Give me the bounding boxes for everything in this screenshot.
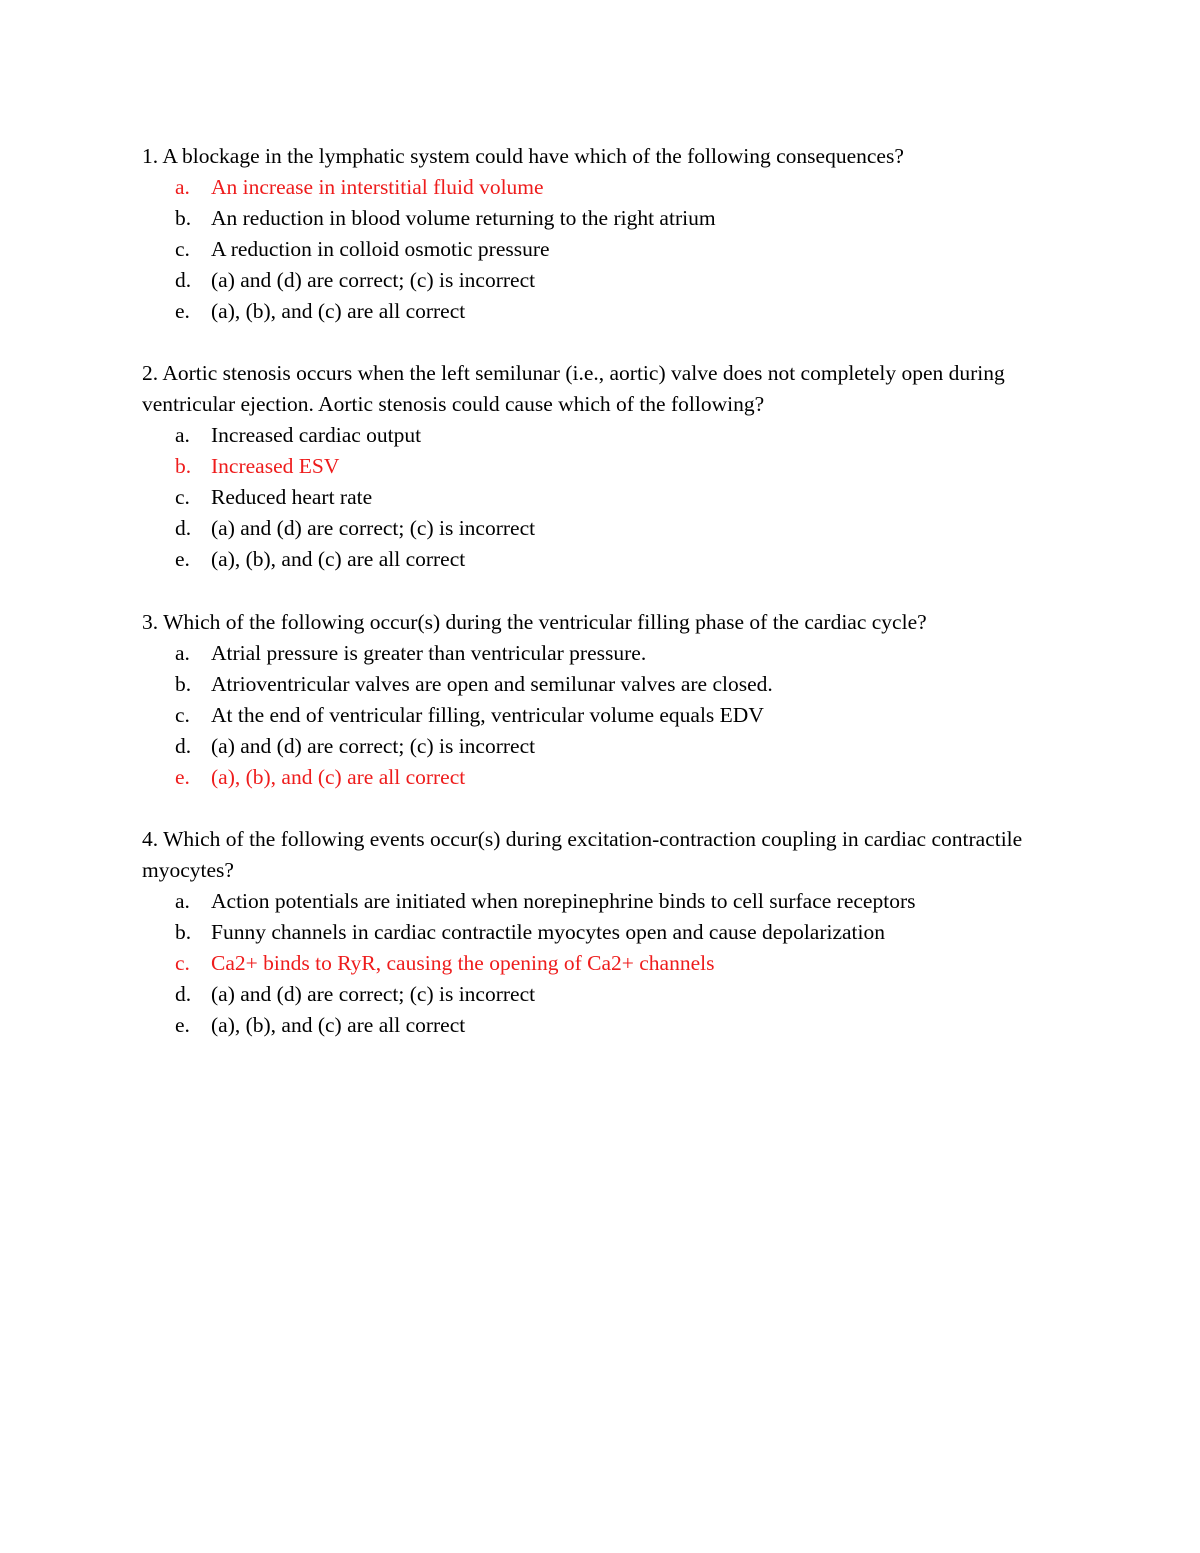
option-text: (a), (b), and (c) are all correct [211,765,466,789]
question-stem: 2. Aortic stenosis occurs when the left semilunar (i.e., aortic) valve does not completely open during ventricular ejection. Aortic stenosis could cause which of the following? [142,361,1005,416]
option-text: An increase in interstitial fluid volume [211,175,544,199]
answer-option-b [142,917,1042,948]
option-text: (a) and (d) are correct; (c) is incorrect [211,734,536,758]
option-letter: a. [175,175,190,199]
option-text: Funny channels in cardiac contractile myocytes open and cause depolarization [211,920,886,944]
option-letter: b. [175,672,192,696]
option-letter: c. [175,485,190,509]
option-text: Action potentials are initiated when norepinephrine binds to cell surface receptors [211,889,916,913]
option-text: A reduction in colloid osmotic pressure [211,237,550,261]
answer-option-e [142,1010,1042,1041]
option-letter: c. [175,237,190,261]
question-stem: 3. Which of the following occur(s) during the ventricular filling phase of the cardiac cycle? [142,610,927,634]
option-text: Reduced heart rate [211,485,373,509]
answer-option-e [142,296,1042,327]
option-text: Ca2+ binds to RyR, causing the opening of Ca2+ channels [211,951,715,975]
answer-options [142,420,1042,575]
option-text: Increased ESV [211,454,340,478]
question-stem: 4. Which of the following events occur(s) during excitation-contraction coupling in cardiac contractile myocytes? [142,827,1023,882]
answer-option-b [142,203,1042,234]
answer-option-c [142,234,1042,265]
option-text: Increased cardiac output [211,423,422,447]
answer-option-a [142,420,1042,451]
option-text: (a), (b), and (c) are all correct [211,547,466,571]
answer-option-a [142,172,1042,203]
answer-option-e [142,544,1042,575]
answer-option-c [142,700,1042,731]
answer-option-c [142,948,1042,979]
answer-options [142,638,1042,793]
option-letter: e. [175,547,190,571]
answer-option-a [142,886,1042,917]
option-text: (a) and (d) are correct; (c) is incorrect [211,268,536,292]
answer-option-b [142,669,1042,700]
question-4 [142,824,1042,1041]
answer-option-d [142,265,1042,296]
answer-option-e [142,762,1042,793]
option-letter: e. [175,765,190,789]
answer-option-b [142,451,1042,482]
option-letter: d. [175,982,192,1006]
option-text: (a), (b), and (c) are all correct [211,299,466,323]
option-letter: b. [175,454,192,478]
option-text: (a) and (d) are correct; (c) is incorrect [211,516,536,540]
answer-option-a [142,638,1042,669]
answer-option-d [142,513,1042,544]
option-letter: c. [175,951,190,975]
answer-option-d [142,979,1042,1010]
question-1 [142,141,1042,327]
question-stem: 1. A blockage in the lymphatic system could have which of the following consequences? [142,144,904,168]
question-3 [142,607,1042,793]
option-letter: c. [175,703,190,727]
option-letter: d. [175,268,192,292]
option-letter: a. [175,641,190,665]
answer-options [142,172,1042,327]
option-text: (a), (b), and (c) are all correct [211,1013,466,1037]
option-letter: a. [175,423,190,447]
option-text: An reduction in blood volume returning to the right atrium [211,206,716,230]
option-letter: b. [175,920,192,944]
option-letter: e. [175,299,190,323]
option-text: (a) and (d) are correct; (c) is incorrect [211,982,536,1006]
option-letter: e. [175,1013,190,1037]
option-letter: b. [175,206,192,230]
option-text: At the end of ventricular filling, ventricular volume equals EDV [211,703,764,727]
option-letter: a. [175,889,190,913]
option-text: Atrioventricular valves are open and semilunar valves are closed. [211,672,773,696]
answer-option-d [142,731,1042,762]
answer-options [142,886,1042,1041]
option-letter: d. [175,516,192,540]
question-2 [142,358,1042,575]
answer-option-c [142,482,1042,513]
option-letter: d. [175,734,192,758]
option-text: Atrial pressure is greater than ventricular pressure. [211,641,647,665]
